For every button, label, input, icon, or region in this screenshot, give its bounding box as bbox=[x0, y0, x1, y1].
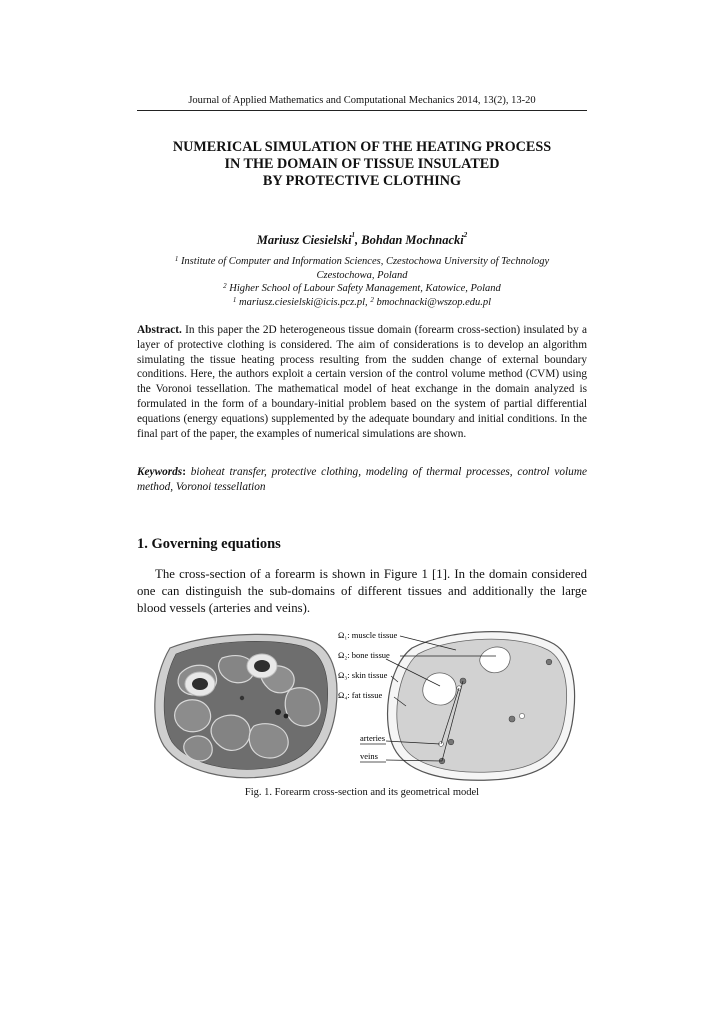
paper-title bbox=[100, 139, 624, 190]
section-heading: 1. Governing equations bbox=[137, 536, 281, 552]
email-2-sup: 2 bbox=[370, 295, 374, 304]
abstract bbox=[137, 323, 587, 441]
forearm-photo bbox=[155, 634, 337, 777]
header-rule bbox=[137, 110, 587, 111]
keywords-label: Keywords bbox=[137, 466, 183, 478]
keywords bbox=[137, 465, 587, 495]
title-line-1: NUMERICAL SIMULATION OF THE HEATING PROCESS bbox=[172, 139, 552, 155]
author-separator: , bbox=[355, 233, 362, 247]
title-line-2: IN THE DOMAIN OF TISSUE INSULATED bbox=[224, 156, 500, 172]
affiliation-2-sup: 2 bbox=[223, 282, 227, 290]
keywords-colon: : bbox=[182, 466, 186, 478]
label-muscle: Ω₁: muscle tissue bbox=[338, 630, 398, 640]
affiliation-1 bbox=[150, 255, 574, 282]
affiliation-2-text: Higher School of Labour Safety Management, Katowice, Poland bbox=[229, 283, 501, 294]
author-1-sup: 1 bbox=[351, 231, 356, 239]
label-bone: Ω₂: bone tissue bbox=[338, 650, 390, 660]
label-fat: Ω₄: fat tissue bbox=[338, 690, 383, 700]
emails bbox=[150, 296, 574, 310]
geometric-model bbox=[338, 630, 575, 780]
section-paragraph: The cross-section of a forearm is shown in Figure 1 [1]. In the domain considered one can distinguish the sub-domains of different tissues and additionally the large blood vessels (arteries and veins). bbox=[137, 567, 587, 615]
figure-1 bbox=[150, 628, 580, 787]
vessel-4 bbox=[546, 659, 552, 665]
vessel-3 bbox=[519, 713, 524, 718]
author-list bbox=[0, 233, 724, 248]
abstract-text: In this paper the 2D heterogeneous tissue domain (forearm cross-section) insulated by a layer of protective clothing is considered. The aim of considerations is to develop an algorithm simulating the tissue heating process resulting from the sudden change of external boundary conditions. Here, the authors exploit a certain version of the control volume method (CVM) using the Voronoi tessellation. The mathematical model of heat exchange in the domain analyzed is formulated in the form of a boundary-initial problem based on the system of partial differential equations (energy equations) supplemented by the adequate boundary and initial conditions. In the final part of the paper, the examples of numerical simulations are shown. bbox=[137, 324, 588, 440]
author-1: Mariusz Ciesielski bbox=[256, 233, 352, 247]
affiliation-1-text: Institute of Computer and Information Sciences, Czestochowa University of Technology Czestochowa, Poland bbox=[180, 256, 550, 281]
email-2[interactable]: bmochnacki@wszop.edu.pl bbox=[376, 296, 492, 308]
label-arteries: arteries bbox=[360, 733, 386, 743]
abstract-label: Abstract. bbox=[137, 324, 182, 336]
figure-1-graphic bbox=[150, 628, 580, 782]
author-2: Bohdan Mochnacki bbox=[361, 233, 464, 247]
vessel-2 bbox=[509, 716, 515, 722]
keywords-text: bioheat transfer, protective clothing, modeling of thermal processes, control volume method, Voronoi tessellation bbox=[137, 466, 587, 493]
title-line-3: BY PROTECTIVE CLOTHING bbox=[262, 173, 462, 189]
label-veins: veins bbox=[360, 751, 378, 761]
email-1[interactable]: mariusz.ciesielski@icis.pcz.pl, bbox=[239, 296, 368, 308]
affiliation-1-sup: 1 bbox=[174, 255, 179, 263]
affiliation-2 bbox=[150, 282, 574, 296]
figure-caption: Fig. 1. Forearm cross-section and its geometrical model bbox=[244, 787, 480, 798]
author-2-sup: 2 bbox=[463, 231, 468, 239]
vein-marker-1 bbox=[448, 739, 454, 745]
affiliations bbox=[150, 255, 574, 309]
journal-header: Journal of Applied Mathematics and Computational Mechanics 2014, 13(2), 13-20 bbox=[188, 95, 536, 106]
label-skin: Ω₃: skin tissue bbox=[338, 670, 388, 680]
email-1-sup: 1 bbox=[232, 295, 237, 304]
